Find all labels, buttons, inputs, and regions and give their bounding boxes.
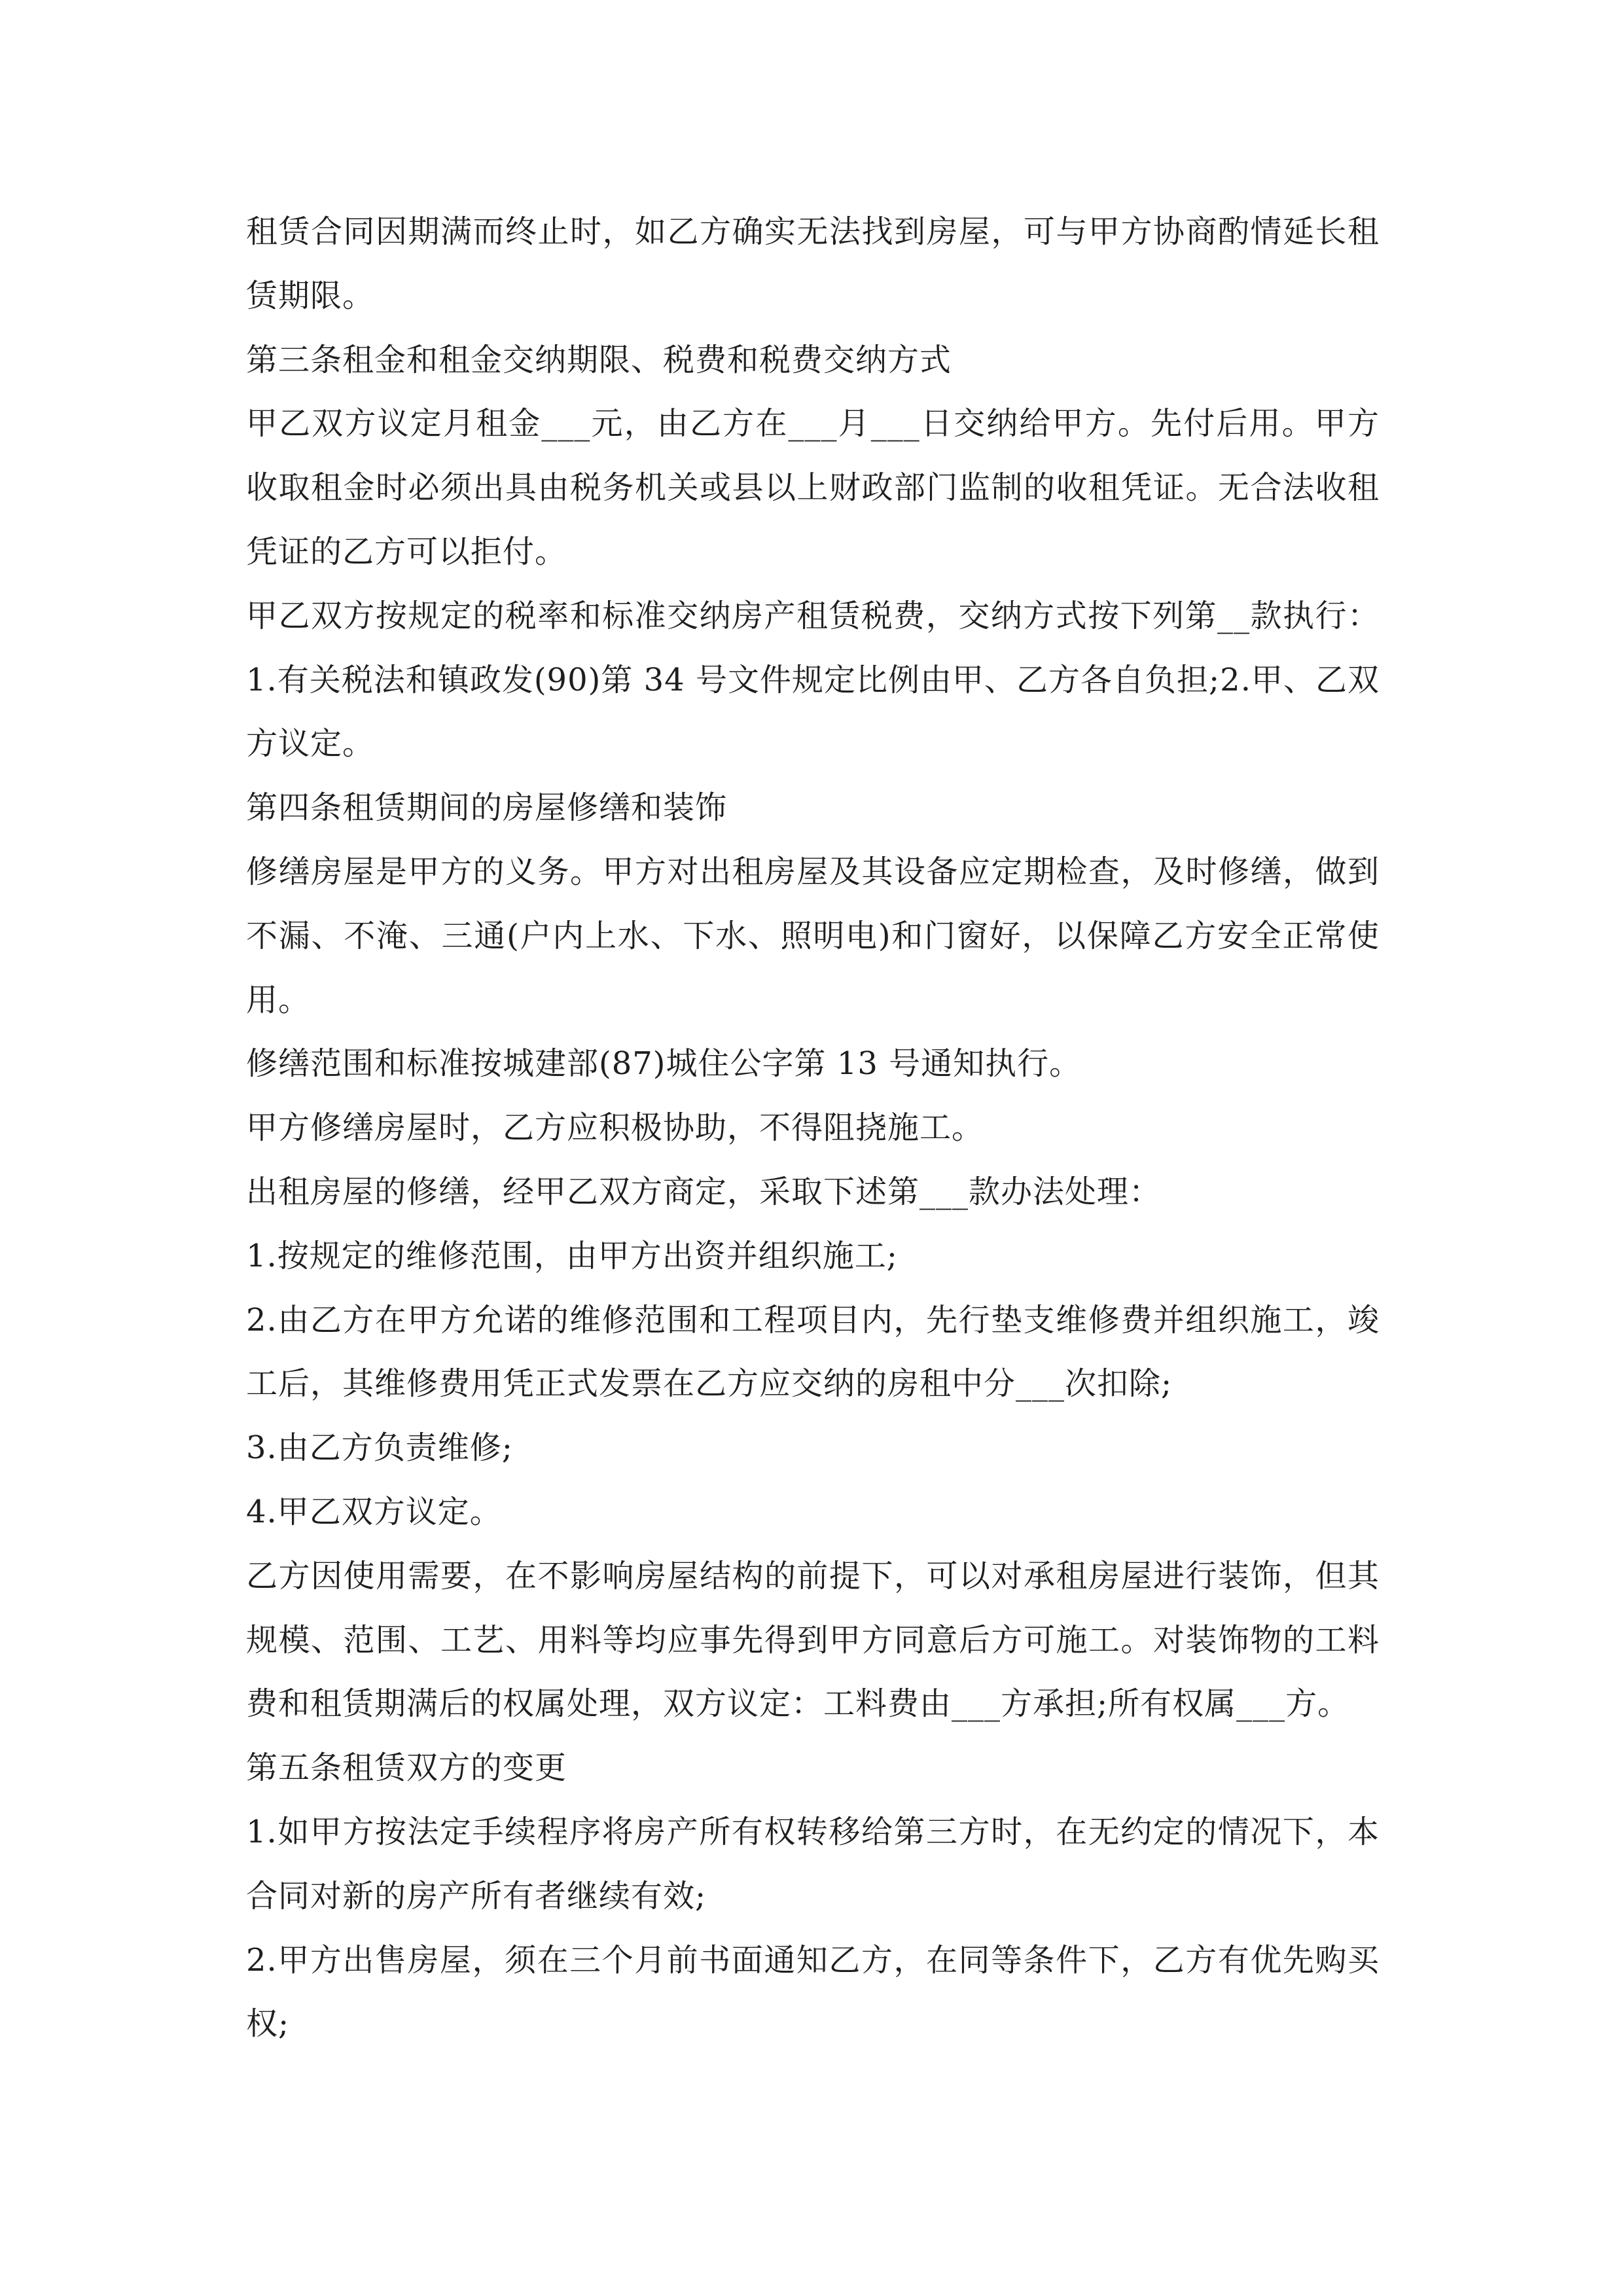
article-heading: 第四条租赁期间的房屋修缮和装饰 (246, 789, 728, 827)
article-heading: 第三条租金和租金交纳期限、税费和税费交纳方式 (246, 341, 952, 378)
paragraph: 修缮房屋是甲方的义务。甲方对出租房屋及其设备应定期检查，及时修缮，做到不漏、不淹、三通(户内上水、下水、照明电)和门窗好，以保障乙方安全正常使用。 (246, 853, 1380, 1018)
paragraph: 甲方修缮房屋时，乙方应积极协助，不得阻挠施工。 (246, 1109, 984, 1147)
article-heading: 第五条租赁双方的变更 (246, 1749, 567, 1787)
list-item: 2.由乙方在甲方允诺的维修范围和工程项目内，先行垫支维修费并组织施工，竣工后，其维修费用凭正式发票在乙方应交纳的房租中分___次扣除; (246, 1301, 1380, 1403)
list-item: 1.按规定的维修范围，由甲方出资并组织施工; (246, 1237, 898, 1274)
paragraph: 修缮范围和标准按城建部(87)城住公字第 13 号通知执行。 (246, 1045, 1082, 1083)
paragraph: 租赁合同因期满而终止时，如乙方确实无法找到房屋，可与甲方协商酌情延长租赁期限。 (246, 213, 1380, 314)
list-item: 1.如甲方按法定手续程序将房产所有权转移给第三方时，在无约定的情况下，本合同对新的房产所有者继续有效; (246, 1813, 1380, 1914)
list-item: 4.甲乙双方议定。 (246, 1493, 502, 1530)
paragraph: 出租房屋的修缮，经甲乙双方商定，采取下述第___款办法处理： (246, 1173, 1162, 1210)
paragraph: 甲乙双方按规定的税率和标准交纳房产租赁税费，交纳方式按下列第__款执行：1.有关税法和镇政发(90)第 34 号文件规定比例由甲、乙方各自负担;2.甲、乙双方议定。 (246, 597, 1380, 762)
list-item: 2.甲方出售房屋，须在三个月前书面通知乙方，在同等条件下，乙方有优先购买权; (246, 1941, 1380, 2043)
list-item: 3.由乙方负责维修; (246, 1429, 513, 1467)
paragraph: 甲乙双方议定月租金___元，由乙方在___月___日交纳给甲方。先付后用。甲方收取租金时必须出具由税务机关或县以上财政部门监制的收租凭证。无合法收租凭证的乙方可以拒付。 (246, 405, 1380, 570)
contract-body (246, 200, 1380, 2056)
paragraph: 乙方因使用需要，在不影响房屋结构的前提下，可以对承租房屋进行装饰，但其规模、范围、工艺、用料等均应事先得到甲方同意后方可施工。对装饰物的工料费和租赁期满后的权属处理，双方议定：工料费由___方承担;所有权属___方。 (246, 1557, 1380, 1723)
